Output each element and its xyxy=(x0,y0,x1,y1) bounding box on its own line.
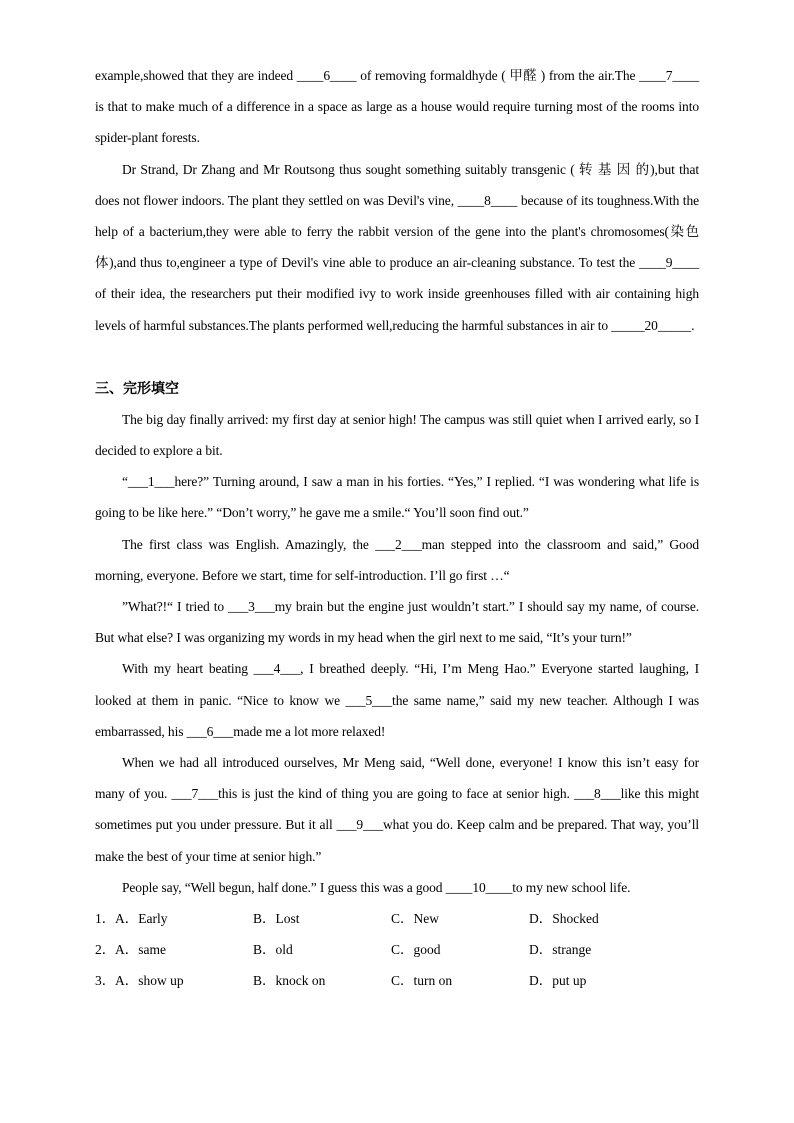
cloze-paragraph: The first class was English. Amazingly, the ___2___man stepped into the classroom and said,” Good morning, everyone. Before we start, time for self-introduction. I’ll go first …“ xyxy=(95,536,699,583)
option-d: D．put up xyxy=(529,973,587,989)
answer-options xyxy=(95,903,699,997)
option-a: A．same xyxy=(115,942,166,958)
option-b: B．Lost xyxy=(253,911,300,927)
option-c: C．turn on xyxy=(391,973,453,989)
cloze-paragraph: “___1___here?” Turning around, I saw a man in his forties. “Yes,” I replied. “I was wondering what life is going to be like here.” “Don’t worry,” he gave me a smile.“ You’ll soon find out.” xyxy=(95,474,699,521)
option-c: C．good xyxy=(391,942,441,958)
cloze-paragraph: ”What?!“ I tried to ___3___my brain but the engine just wouldn’t start.” I should say my name, of course. But what else? I was organizing my words in my head when the girl next to me said, “It’s your turn!” xyxy=(95,599,699,646)
question-number: 2． xyxy=(95,942,116,958)
cloze-paragraph: When we had all introduced ourselves, Mr Meng said, “Well done, everyone! I know this isn’t easy for many of you. ___7___this is just the kind of thing you are going to face at senior high. ___8___like this might sometimes put you under pressure. But it all ___9___what you do. Keep calm and be prepared. That way, you’ll make the best of your time at senior high.” xyxy=(95,755,699,864)
option-b: B．knock on xyxy=(253,973,326,989)
page-content xyxy=(95,60,713,997)
cloze-paragraph: People say, “Well begun, half done.” I guess this was a good ____10____to my new school life. xyxy=(122,879,631,895)
question-row xyxy=(95,903,699,934)
section-heading: 三、完形填空 xyxy=(95,380,179,397)
cloze-paragraph: With my heart beating ___4___, I breathed deeply. “Hi, I’m Meng Hao.” Everyone started laughing, I looked at them in panic. “Nice to know we ___5___the same name,” said my new teacher. Although I was embarrassed, his ___6___made me a lot more relaxed! xyxy=(95,661,699,739)
option-d: D．strange xyxy=(529,942,592,958)
passage-paragraph: Dr Strand, Dr Zhang and Mr Routsong thus sought something suitably transgenic ( 转 基 因 的),but that does not flower indoors. The plant they settled on was Devil's vine, ____8____ because of its toughness.With the help of a bacterium,they were able to ferry the rabbit version of the gene into the plant's chromosomes(染色 体),and thus to,engineer a type of Devil's vine able to produce an air-cleaning substance. To test the ____9____ of their idea, the researchers put their modified ivy to work inside greenhouses filled with air containing high levels of harmful substances.The plants performed well,reducing the harmful substances in air to _____20_____. xyxy=(95,161,713,333)
question-row xyxy=(95,934,699,965)
question-row xyxy=(95,965,699,996)
question-number: 3． xyxy=(95,973,116,989)
option-d: D．Shocked xyxy=(529,911,599,927)
cloze-paragraph: The big day finally arrived: my first day at senior high! The campus was still quiet when I arrived early, so I decided to explore a bit. xyxy=(95,411,699,459)
question-number: 1． xyxy=(95,911,116,927)
option-b: B．old xyxy=(253,942,293,958)
passage-paragraph: example,showed that they are indeed ____6____ of removing formaldhyde ( 甲醛 ) from the air.The ____7____ is that to make much of a difference in a space as large as a house would require turning most of the rooms into spider-plant forests. xyxy=(95,68,699,146)
option-c: C．New xyxy=(391,911,439,927)
option-a: A．show up xyxy=(115,973,184,989)
option-a: A．Early xyxy=(115,911,168,927)
